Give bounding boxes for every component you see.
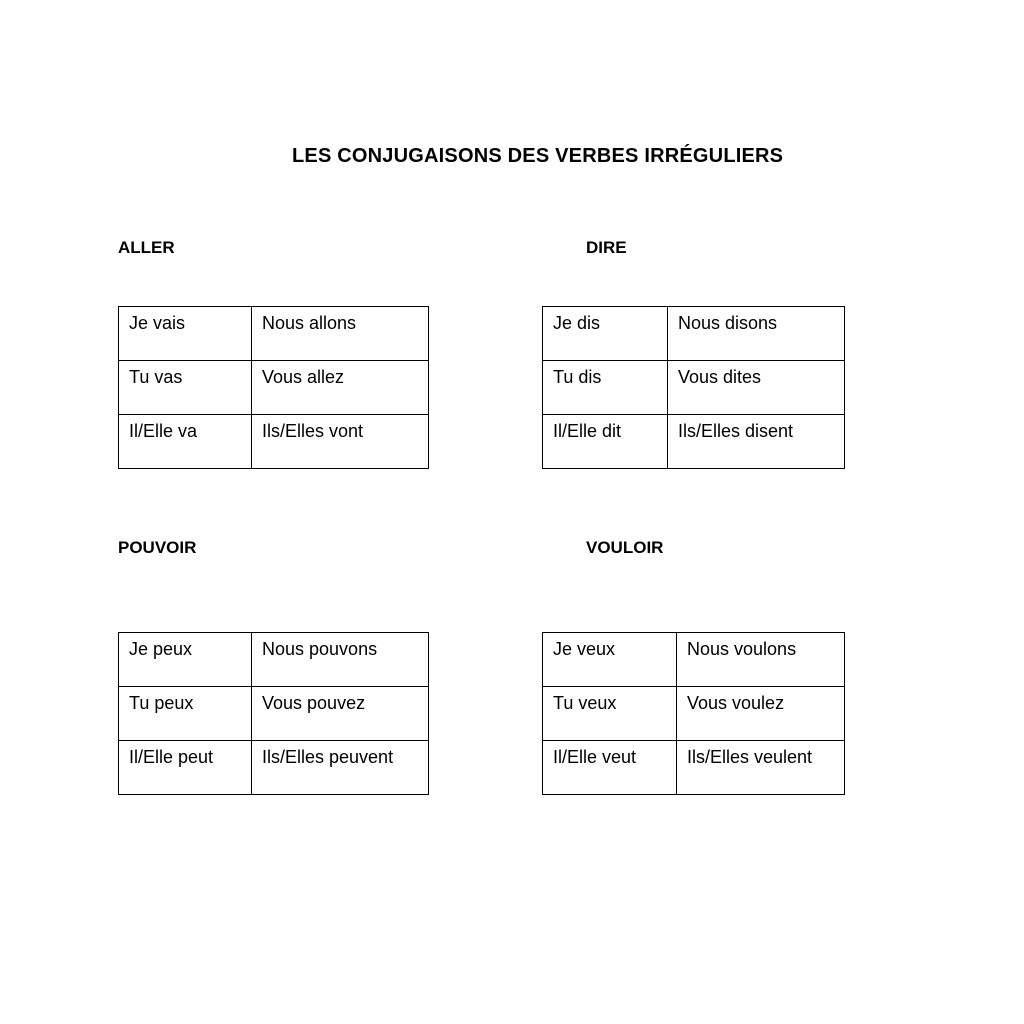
table-cell: Il/Elle peut bbox=[119, 741, 252, 795]
table-cell: Nous disons bbox=[668, 307, 845, 361]
table-cell: Je dis bbox=[543, 307, 668, 361]
table-row bbox=[119, 415, 429, 469]
table-cell: Tu veux bbox=[543, 687, 677, 741]
table-cell: Ils/Elles veulent bbox=[677, 741, 845, 795]
table-row bbox=[543, 361, 845, 415]
table-cell: Vous pouvez bbox=[252, 687, 429, 741]
table-row bbox=[119, 633, 429, 687]
conjugation-table-aller bbox=[118, 306, 429, 469]
table-cell: Tu dis bbox=[543, 361, 668, 415]
table-cell: Vous dites bbox=[668, 361, 845, 415]
table-cell: Tu peux bbox=[119, 687, 252, 741]
table-cell: Ils/Elles vont bbox=[252, 415, 429, 469]
table-cell: Vous allez bbox=[252, 361, 429, 415]
table-cell: Il/Elle veut bbox=[543, 741, 677, 795]
table-row bbox=[543, 307, 845, 361]
table-row bbox=[119, 741, 429, 795]
table-row bbox=[543, 741, 845, 795]
table-cell: Je veux bbox=[543, 633, 677, 687]
table-cell: Ils/Elles peuvent bbox=[252, 741, 429, 795]
conjugation-table-vouloir bbox=[542, 632, 845, 795]
table-cell: Je vais bbox=[119, 307, 252, 361]
conjugation-table-dire bbox=[542, 306, 845, 469]
verb-heading-dire: DIRE bbox=[586, 238, 627, 257]
table-cell: Il/Elle va bbox=[119, 415, 252, 469]
verb-heading-aller: ALLER bbox=[118, 238, 175, 257]
verb-heading-pouvoir: POUVOIR bbox=[118, 538, 197, 557]
conjugation-table-pouvoir bbox=[118, 632, 429, 795]
table-cell: Vous voulez bbox=[677, 687, 845, 741]
table-cell: Tu vas bbox=[119, 361, 252, 415]
table-cell: Nous voulons bbox=[677, 633, 845, 687]
table-row bbox=[119, 687, 429, 741]
table-cell: Nous allons bbox=[252, 307, 429, 361]
table-cell: Il/Elle dit bbox=[543, 415, 668, 469]
table-row bbox=[119, 307, 429, 361]
table-row bbox=[543, 633, 845, 687]
table-row bbox=[543, 415, 845, 469]
table-cell: Nous pouvons bbox=[252, 633, 429, 687]
table-cell: Je peux bbox=[119, 633, 252, 687]
table-cell: Ils/Elles disent bbox=[668, 415, 845, 469]
verb-heading-vouloir: VOULOIR bbox=[586, 538, 664, 557]
table-row bbox=[119, 361, 429, 415]
page-title: LES CONJUGAISONS DES VERBES IRRÉGULIERS bbox=[292, 145, 784, 167]
table-row bbox=[543, 687, 845, 741]
